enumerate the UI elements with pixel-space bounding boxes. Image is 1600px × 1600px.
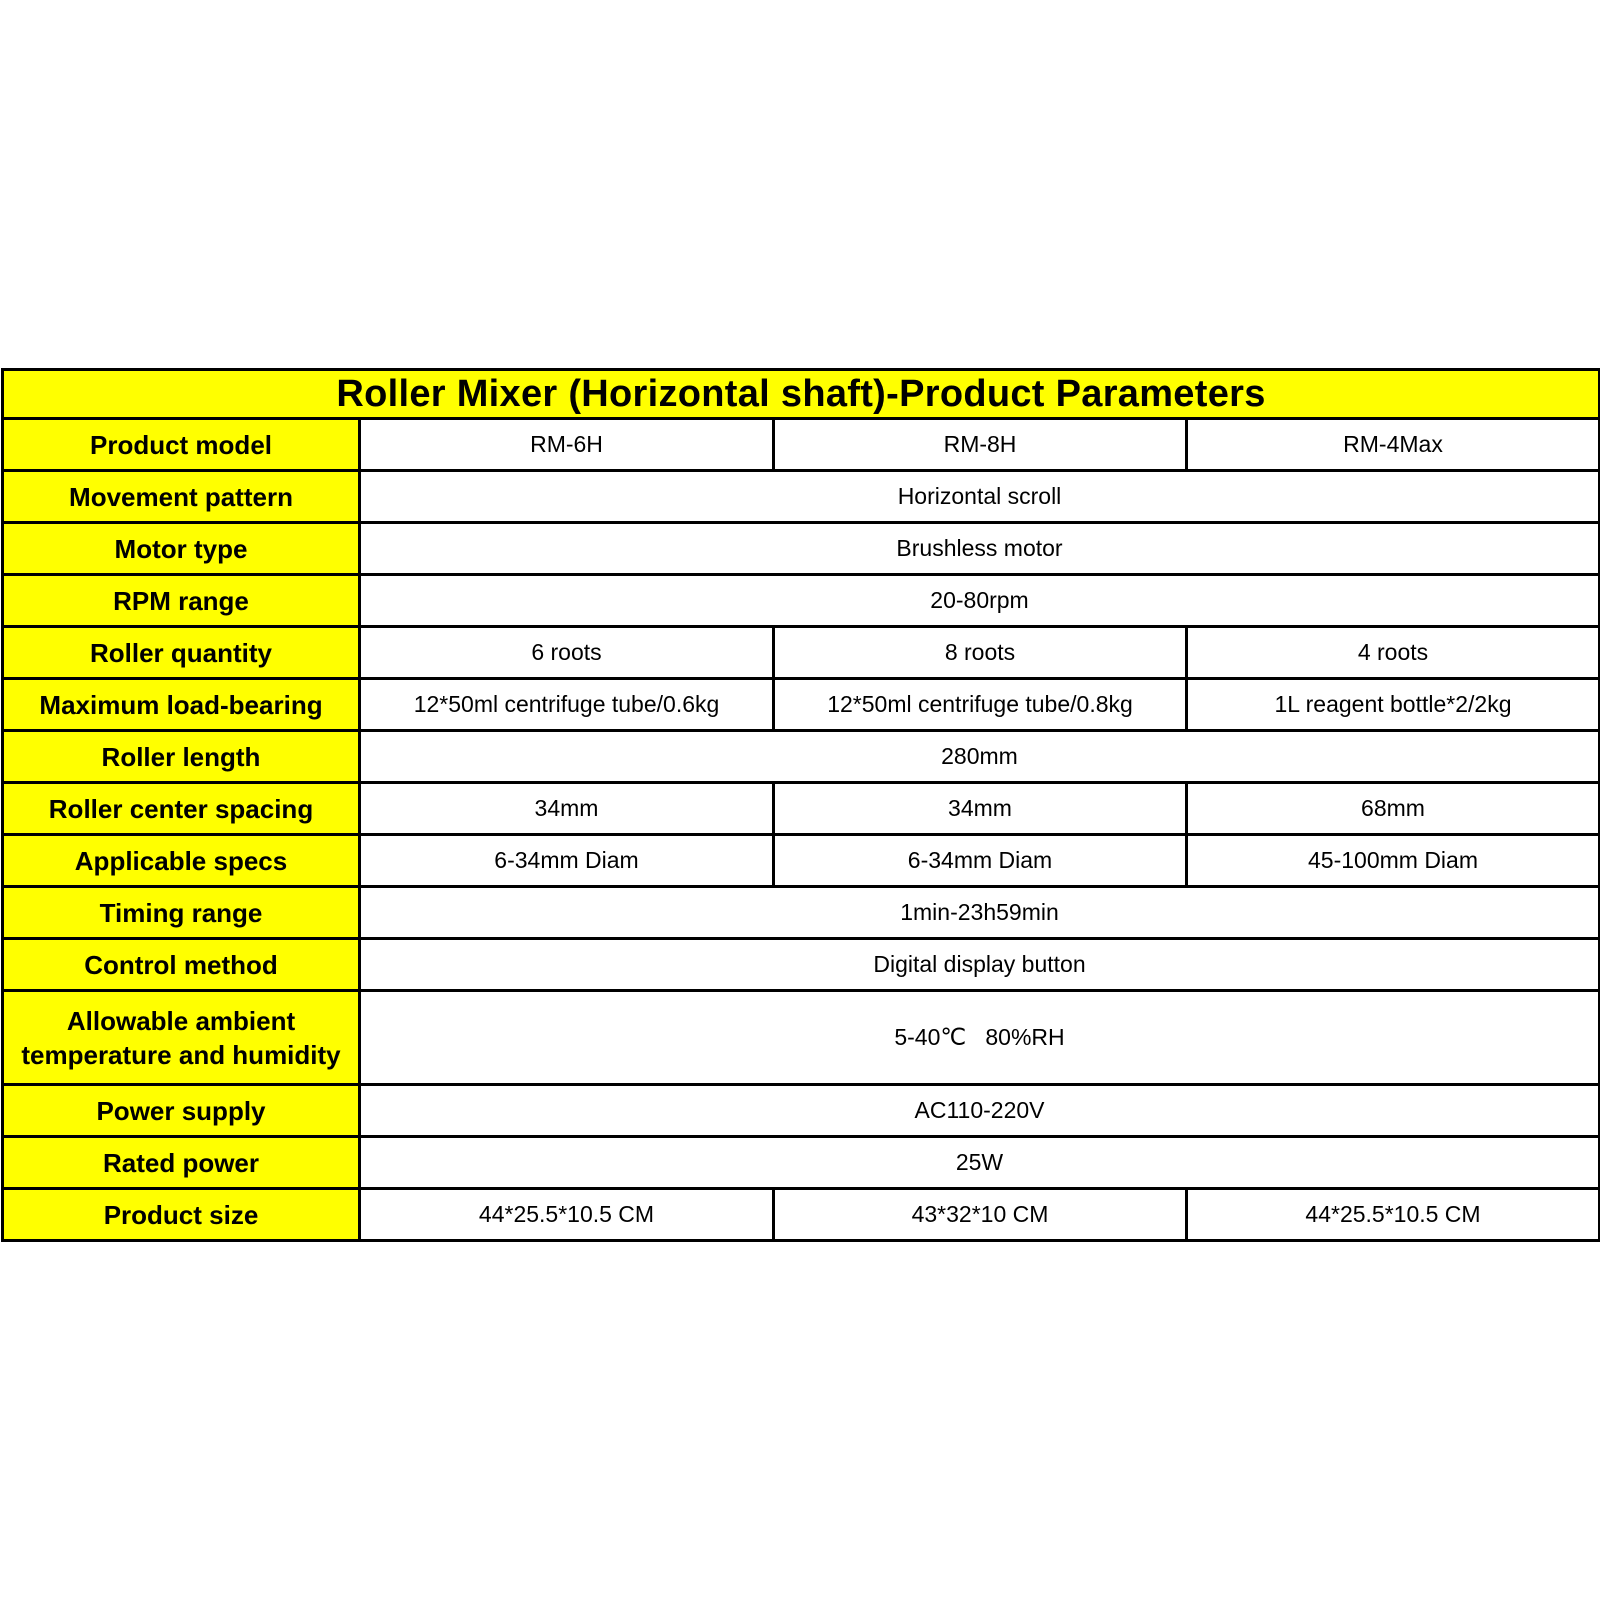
applicable-specs-value-2: 6-34mm Diam [774,835,1187,887]
table-row [3,627,1600,679]
table-row [3,471,1600,523]
row-label-product-size: Product size [3,1189,360,1241]
product-model-value-3: RM-4Max [1187,419,1600,471]
table-row [3,575,1600,627]
timing-range-value: 1min-23h59min [360,887,1600,939]
roller-length-value: 280mm [360,731,1600,783]
product-model-value-1: RM-6H [360,419,774,471]
row-label-rpm-range: RPM range [3,575,360,627]
rpm-range-value: 20-80rpm [360,575,1600,627]
product-size-value-2: 43*32*10 CM [774,1189,1187,1241]
power-supply-value: AC110-220V [360,1085,1600,1137]
row-label-motor-type: Motor type [3,523,360,575]
roller-quantity-value-3: 4 roots [1187,627,1600,679]
applicable-specs-value-1: 6-34mm Diam [360,835,774,887]
roller-spacing-value-2: 34mm [774,783,1187,835]
rated-power-value: 25W [360,1137,1600,1189]
table-row [3,835,1600,887]
table-row [3,731,1600,783]
applicable-specs-value-3: 45-100mm Diam [1187,835,1600,887]
row-label-roller-length: Roller length [3,731,360,783]
table-row [3,419,1600,471]
row-label-maximum-load-bearing: Maximum load-bearing [3,679,360,731]
table-title: Roller Mixer (Horizontal shaft)-Product Parameters [3,370,1600,419]
table-row [3,1137,1600,1189]
roller-quantity-value-1: 6 roots [360,627,774,679]
table-row [3,991,1600,1085]
product-parameters-table [1,368,1600,1242]
table-row [3,679,1600,731]
motor-type-value: Brushless motor [360,523,1600,575]
table-row [3,887,1600,939]
row-label-rated-power: Rated power [3,1137,360,1189]
maximum-load-value-2: 12*50ml centrifuge tube/0.8kg [774,679,1187,731]
row-label-movement-pattern: Movement pattern [3,471,360,523]
roller-spacing-value-3: 68mm [1187,783,1600,835]
row-label-line-1: Allowable ambient [66,1005,296,1036]
table-row [3,523,1600,575]
product-size-value-3: 44*25.5*10.5 CM [1187,1189,1600,1241]
row-label-timing-range: Timing range [3,887,360,939]
roller-spacing-value-1: 34mm [360,783,774,835]
ambient-conditions-value: 5-40℃ 80%RH [360,991,1600,1085]
row-label-control-method: Control method [3,939,360,991]
row-label-ambient-conditions [3,991,360,1085]
product-size-value-1: 44*25.5*10.5 CM [360,1189,774,1241]
table-row [3,1085,1600,1137]
control-method-value: Digital display button [360,939,1600,991]
maximum-load-value-3: 1L reagent bottle*2/2kg [1187,679,1600,731]
roller-quantity-value-2: 8 roots [774,627,1187,679]
table-row [3,783,1600,835]
row-label-power-supply: Power supply [3,1085,360,1137]
movement-pattern-value: Horizontal scroll [360,471,1600,523]
row-label-roller-quantity: Roller quantity [3,627,360,679]
table-row [3,1189,1600,1241]
maximum-load-value-1: 12*50ml centrifuge tube/0.6kg [360,679,774,731]
row-label-line-2: temperature and humidity [21,1039,341,1070]
product-model-value-2: RM-8H [774,419,1187,471]
row-label-product-model: Product model [3,419,360,471]
row-label-applicable-specs: Applicable specs [3,835,360,887]
table-row [3,939,1600,991]
row-label-roller-center-spacing: Roller center spacing [3,783,360,835]
